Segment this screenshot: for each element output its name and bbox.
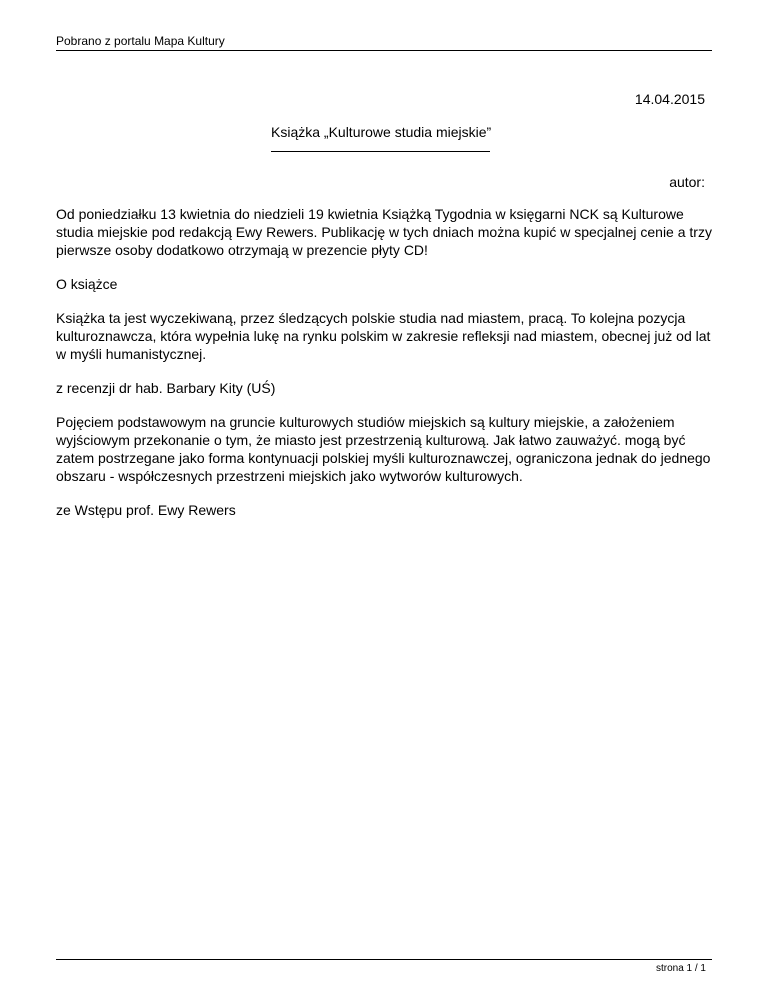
author-label: autor: <box>669 174 705 190</box>
review-quote-paragraph: Książka ta jest wyczekiwaną, przez śledzących polskie studia nad miastem, pracą. To kolejna pozycja kulturoznawcza, która wypełnia lukę na rynku polskim w zakresie refleksji nad miastem, obecnej już od lat w myśli humanistycznej. <box>56 310 711 362</box>
intro-paragraph: Od poniedziałku 13 kwietnia do niedzieli 19 kwietnia Książką Tygodnia w księgarni NCK są Kulturowe studia miejskie pod redakcją Ewy Rewers. Publikację w tych dniach można kupić w specjalnej cenie a trzy pierwsze osoby dodatkowo otrzymają w prezencie płyty CD! <box>56 206 712 258</box>
article-title: Książka „Kulturowe studia miejskie” <box>271 124 492 140</box>
article-date: 14.04.2015 <box>634 91 705 107</box>
review-attribution: z recenzji dr hab. Barbary Kity (UŚ) <box>56 380 276 396</box>
section-heading-about-book: O książce <box>56 276 118 292</box>
page-header-source: Pobrano z portalu Mapa Kultury <box>56 34 225 48</box>
header-divider <box>56 50 712 51</box>
article-body <box>56 205 716 535</box>
title-underline <box>271 151 490 152</box>
page-number: strona 1 / 1 <box>655 963 706 974</box>
introduction-quote-paragraph: Pojęciem podstawowym na gruncie kulturowych studiów miejskich są kultury miejskie, a założeniem wyjściowym przekonanie o tym, że miasto jest przestrzenią kulturową. Jak łatwo zauważyć. mogą być zatem postrzegane jako forma kontynuacji polskiej myśli kulturoznawczej, ograniczona jednak do jednego obszaru - współczesnych przestrzeni miejskich jako wytworów kulturowych. <box>56 414 711 484</box>
introduction-attribution: ze Wstępu prof. Ewy Rewers <box>56 502 236 518</box>
footer-divider <box>56 959 712 960</box>
